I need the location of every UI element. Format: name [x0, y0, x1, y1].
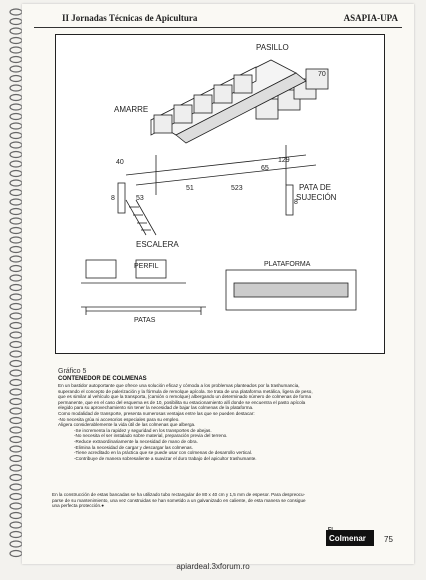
logo-text: Colmenar [329, 534, 366, 543]
spiral-coil [10, 266, 22, 272]
spiral-coil [10, 465, 22, 471]
spiral-coil [10, 522, 22, 528]
page-header [34, 13, 402, 28]
dim-129: 129 [278, 157, 290, 164]
spiral-coil [10, 152, 22, 158]
spiral-coil [10, 532, 22, 538]
header-org: ASAPIA-UPA [343, 13, 398, 23]
section-number: Gráfico 5 [58, 368, 87, 375]
dim-8b: 8 [294, 199, 298, 206]
bullet-item: -No necesita el ser instalado sobre material, preparación previa del terreno. [74, 433, 228, 439]
bullet-item: -Tiene acreditado en la práctica que se puede usar con colmenas de desarrollo vertical. [74, 450, 253, 456]
spiral-coil [10, 323, 22, 329]
spiral-coil [10, 104, 22, 110]
spiral-coil [10, 38, 22, 44]
bullet-item: -Reduce extraordinariamente la necesidad de mano de obra. [74, 438, 198, 444]
bullet-item: -Contribuye de manera sobresaliente a suavizar el duro trabajo del apicultor trashumante. [74, 455, 257, 461]
spiral-coil [10, 494, 22, 500]
spiral-coil [10, 351, 22, 357]
ladder [126, 200, 156, 235]
body-line: superando el concepto de palerización y la fórmula de remolque apícola. Se trata de una plataforma metálica, ligera de peso, [58, 388, 313, 394]
body-text [58, 383, 380, 461]
spiral-coil [10, 28, 22, 34]
spiral-coil [10, 228, 22, 234]
spiral-coil [10, 513, 22, 519]
spiral-coil [10, 237, 22, 243]
spiral-coil [10, 484, 22, 490]
spiral-coil [10, 247, 22, 253]
spiral-coil [10, 161, 22, 167]
colmenar-logo [326, 527, 374, 546]
body-line: elegido para su aprovechamiento sin tener la necesidad de bajar las colmenas de la plataforma. [58, 405, 254, 411]
tail-line: En la construcción de estas bancadas se ha utilizado tubo rectangular de 80 x 40 cm y 1,5 mm de espesor. Para despreocu- [52, 492, 306, 497]
spiral-coil [10, 95, 22, 101]
dim-523: 523 [231, 185, 243, 192]
spiral-coil [10, 418, 22, 424]
section-heading: CONTENEDOR DE COLMENAS [58, 376, 147, 382]
label-pata-2: SUJECIÓN [296, 193, 337, 202]
spiral-coil [10, 190, 22, 196]
label-amarre: AMARRE [114, 105, 149, 114]
spiral-coil [10, 180, 22, 186]
spiral-coil [10, 285, 22, 291]
spiral-coil [10, 437, 22, 443]
bullet-item: -Elimina la necesidad de cargar y descargar las colmenas. [74, 444, 193, 450]
spiral-coil [10, 361, 22, 367]
spiral-coil [10, 199, 22, 205]
spiral-coil [10, 19, 22, 25]
spiral-coil [10, 313, 22, 319]
spiral-coil [10, 551, 22, 557]
spiral-coil [10, 66, 22, 72]
spiral-coil [10, 76, 22, 82]
spiral-coil [10, 133, 22, 139]
spiral-coil [10, 47, 22, 53]
spiral-coil [10, 446, 22, 452]
spiral-coil [10, 123, 22, 129]
spiral-coil [10, 85, 22, 91]
spiral-coil [10, 114, 22, 120]
body-line: En un bastidor autoportante que ofrece una solución eficaz y cómoda a los problemas planteados por la trashumancia, [58, 383, 300, 388]
label-patas: PATAS [134, 317, 156, 324]
tail-line: parse de su mantenimiento, una vez construidas se han sometido a un galvanizado en caliente, de esta manera se consigue [52, 497, 306, 503]
dim-51: 51 [186, 185, 194, 192]
spiral-coil [10, 370, 22, 376]
header-title: II Jornadas Técnicas de Apicultura [62, 13, 198, 23]
spiral-coil [10, 541, 22, 547]
spiral-coil [10, 142, 22, 148]
label-pasillo: PASILLO [256, 43, 289, 52]
spiral-coil [10, 218, 22, 224]
body-line: -No necesita grúa ni accesorios especiales para su empleo. [58, 416, 180, 422]
label-escalera: ESCALERA [136, 240, 179, 249]
spiral-coil [10, 209, 22, 215]
body-line: que es similar al vehículo que la transporta, (camión o remolque) albergando un determinado número de colmenas de forma [58, 394, 312, 400]
logo-small: El [328, 527, 333, 533]
spiral-coil [10, 342, 22, 348]
closing-paragraph [52, 492, 378, 509]
watermark: apiardeal.3xforum.ro [176, 562, 250, 571]
dim-40: 40 [116, 159, 124, 166]
spiral-coil [10, 456, 22, 462]
label-plataforma: PLATAFORMA [264, 261, 311, 268]
spiral-coil [10, 427, 22, 433]
spiral-coil [10, 304, 22, 310]
spiral-coil [10, 256, 22, 262]
spiral-coil [10, 294, 22, 300]
body-line: Como modalidad de transporte, presenta numerosas ventajas entre las que se pueden destacar: [58, 410, 255, 416]
spiral-coil [10, 399, 22, 405]
spiral-coil [10, 408, 22, 414]
page-number: 75 [384, 535, 393, 544]
bullet-item: -Se incrementa la rapidez y seguridad en los transportes de abejas. [74, 427, 212, 433]
spiral-coil [10, 275, 22, 281]
dim-65: 65 [261, 165, 269, 172]
figure-frame [55, 34, 385, 354]
dim-8: 8 [111, 195, 115, 202]
dim-53: 53 [136, 195, 144, 202]
spiral-coil [10, 332, 22, 338]
tail-line: una perfecta protección.● [52, 503, 105, 509]
spiral-coil [10, 57, 22, 63]
spiral-coil [10, 9, 22, 15]
spiral-coil [10, 389, 22, 395]
label-perfil: PERFIL [134, 263, 159, 270]
spiral-coil [10, 171, 22, 177]
dim-70: 70 [318, 71, 326, 78]
spiral-coil [10, 380, 22, 386]
spiral-coil [10, 503, 22, 509]
body-line: Aligera considerablemente la vida útil de las colmenas que alberga. [58, 422, 196, 428]
body-line: permanente, que en el caso del esquema es de 10, posibilita su estacionamiento allí donde se encuentra el pasto apícola [58, 399, 306, 405]
spiral-coil [10, 475, 22, 481]
label-pata-1: PATA DE [299, 183, 332, 192]
